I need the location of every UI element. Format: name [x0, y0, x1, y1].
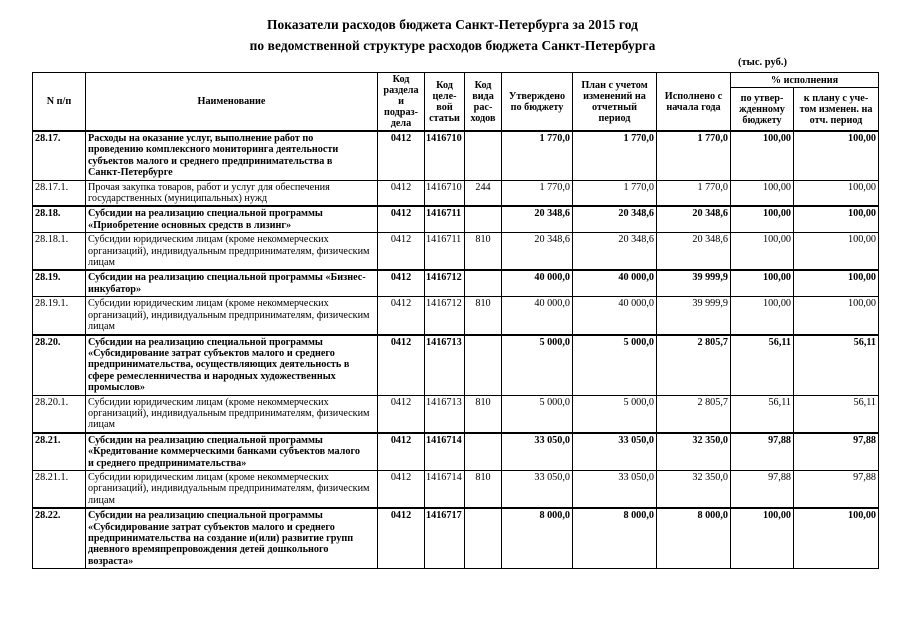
row-executed: 20 348,6: [657, 233, 731, 271]
row-pct-plan: 100,00: [794, 131, 879, 180]
row-exptype-code: [465, 131, 502, 180]
row-plan: 5 000,0: [573, 395, 657, 433]
col-header-section: Код раздела и подраз- дела: [378, 73, 425, 132]
row-num: 28.21.: [33, 433, 86, 471]
row-num: 28.19.1.: [33, 297, 86, 335]
row-pct-approved: 100,00: [731, 131, 794, 180]
row-article-code: 1416714: [425, 470, 465, 508]
row-exptype-code: 810: [465, 470, 502, 508]
row-name: Расходы на оказание услуг, выполнение работ по проведению комплексного мониторинга деятельности субъектов малого и среднего предпринимательства в Санкт-Петербурге: [86, 131, 378, 180]
row-num: 28.20.: [33, 335, 86, 396]
table-row: [33, 270, 879, 296]
row-section-code: 0412: [378, 508, 425, 569]
row-plan: 40 000,0: [573, 270, 657, 296]
row-pct-plan: 97,88: [794, 433, 879, 471]
row-exptype-code: 810: [465, 233, 502, 271]
row-approved: 33 050,0: [502, 433, 573, 471]
col-header-pct-group: % исполнения: [731, 73, 879, 88]
row-section-code: 0412: [378, 180, 425, 206]
row-approved: 40 000,0: [502, 297, 573, 335]
row-article-code: 1416714: [425, 433, 465, 471]
row-executed: 20 348,6: [657, 206, 731, 232]
row-num: 28.22.: [33, 508, 86, 569]
col-header-plan: План с учетом изменений на отчетный период: [573, 73, 657, 132]
row-pct-approved: 56,11: [731, 335, 794, 396]
row-executed: 8 000,0: [657, 508, 731, 569]
row-pct-plan: 100,00: [794, 180, 879, 206]
row-pct-plan: 56,11: [794, 335, 879, 396]
row-plan: 20 348,6: [573, 233, 657, 271]
col-header-exptype: Код вида рас- ходов: [465, 73, 502, 132]
table-row: [33, 470, 879, 508]
col-header-executed: Исполнено с начала года: [657, 73, 731, 132]
row-article-code: 1416710: [425, 131, 465, 180]
row-approved: 5 000,0: [502, 335, 573, 396]
col-header-article: Код целе- вой статьи: [425, 73, 465, 132]
row-pct-plan: 97,88: [794, 470, 879, 508]
table-row: [33, 395, 879, 433]
row-executed: 32 350,0: [657, 433, 731, 471]
row-num: 28.20.1.: [33, 395, 86, 433]
row-section-code: 0412: [378, 297, 425, 335]
row-executed: 39 999,9: [657, 270, 731, 296]
row-plan: 1 770,0: [573, 131, 657, 180]
row-executed: 32 350,0: [657, 470, 731, 508]
row-plan: 33 050,0: [573, 470, 657, 508]
row-article-code: 1416712: [425, 270, 465, 296]
row-pct-plan: 100,00: [794, 206, 879, 232]
row-pct-plan: 100,00: [794, 297, 879, 335]
row-plan: 33 050,0: [573, 433, 657, 471]
row-plan: 1 770,0: [573, 180, 657, 206]
row-pct-plan: 100,00: [794, 508, 879, 569]
row-executed: 2 805,7: [657, 335, 731, 396]
row-plan: 40 000,0: [573, 297, 657, 335]
row-name: Субсидии на реализацию специальной программы «Приобретение основных средств в лизинг»: [86, 206, 378, 232]
row-section-code: 0412: [378, 433, 425, 471]
col-header-pct-approved: по утвер- жденному бюджету: [731, 88, 794, 132]
row-plan: 8 000,0: [573, 508, 657, 569]
row-num: 28.18.1.: [33, 233, 86, 271]
row-pct-plan: 100,00: [794, 270, 879, 296]
row-executed: 1 770,0: [657, 180, 731, 206]
table-row: [33, 433, 879, 471]
row-num: 28.19.: [33, 270, 86, 296]
row-name: Субсидии на реализацию специальной программы «Субсидирование затрат субъектов малого и среднего предпринимательства, осуществляющих деятельность в сфере ремесленничества и народных художественных промыслов»: [86, 335, 378, 396]
row-pct-approved: 97,88: [731, 433, 794, 471]
row-num: 28.18.: [33, 206, 86, 232]
row-section-code: 0412: [378, 335, 425, 396]
units-label: (тыс. руб.): [738, 57, 787, 68]
row-section-code: 0412: [378, 395, 425, 433]
row-executed: 1 770,0: [657, 131, 731, 180]
row-plan: 5 000,0: [573, 335, 657, 396]
row-approved: 8 000,0: [502, 508, 573, 569]
row-approved: 1 770,0: [502, 131, 573, 180]
row-pct-plan: 100,00: [794, 233, 879, 271]
row-name: Субсидии юридическим лицам (кроме некоммерческих организаций), индивидуальным предпринимателям, физическим лицам: [86, 395, 378, 433]
table-row: [33, 180, 879, 206]
row-article-code: 1416717: [425, 508, 465, 569]
row-pct-approved: 100,00: [731, 206, 794, 232]
row-approved: 40 000,0: [502, 270, 573, 296]
row-pct-approved: 100,00: [731, 297, 794, 335]
budget-table: [32, 72, 879, 569]
row-name: Субсидии на реализацию специальной программы «Бизнес-инкубатор»: [86, 270, 378, 296]
row-exptype-code: [465, 335, 502, 396]
row-approved: 20 348,6: [502, 206, 573, 232]
row-name: Субсидии на реализацию специальной программы «Кредитование коммерческими банками субъектов малого и среднего предпринимательства»: [86, 433, 378, 471]
report-title-line-2: по ведомственной структуре расходов бюджета Санкт-Петербурга: [249, 38, 656, 53]
table-row: [33, 297, 879, 335]
row-article-code: 1416713: [425, 335, 465, 396]
row-exptype-code: 810: [465, 297, 502, 335]
row-executed: 39 999,9: [657, 297, 731, 335]
row-num: 28.17.: [33, 131, 86, 180]
row-section-code: 0412: [378, 470, 425, 508]
row-name: Прочая закупка товаров, работ и услуг для обеспечения государственных (муниципальных) нужд: [86, 180, 378, 206]
report-title-line-1: Показатели расходов бюджета Санкт-Петербурга за 2015 год: [266, 17, 639, 32]
row-article-code: 1416713: [425, 395, 465, 433]
row-exptype-code: [465, 206, 502, 232]
row-pct-approved: 97,88: [731, 470, 794, 508]
row-pct-approved: 100,00: [731, 180, 794, 206]
row-pct-approved: 100,00: [731, 270, 794, 296]
table-row: [33, 131, 879, 180]
table-row: [33, 233, 879, 271]
row-exptype-code: [465, 508, 502, 569]
table-row: [33, 508, 879, 569]
col-header-name: Наименование: [86, 73, 378, 132]
row-executed: 2 805,7: [657, 395, 731, 433]
row-num: 28.17.1.: [33, 180, 86, 206]
row-exptype-code: [465, 433, 502, 471]
table-row: [33, 206, 879, 232]
table-row: [33, 335, 879, 396]
row-approved: 1 770,0: [502, 180, 573, 206]
row-name: Субсидии юридическим лицам (кроме некоммерческих организаций), индивидуальным предпринимателям, физическим лицам: [86, 233, 378, 271]
row-plan: 20 348,6: [573, 206, 657, 232]
row-exptype-code: 244: [465, 180, 502, 206]
row-approved: 5 000,0: [502, 395, 573, 433]
row-section-code: 0412: [378, 206, 425, 232]
row-name: Субсидии на реализацию специальной программы «Субсидирование затрат субъектов малого и среднего предпринимательства на создание и(или) развитие групп дневного времяпрепровождения детей дошкольного возраста»: [86, 508, 378, 569]
row-pct-approved: 100,00: [731, 508, 794, 569]
row-name: Субсидии юридическим лицам (кроме некоммерческих организаций), индивидуальным предпринимателям, физическим лицам: [86, 470, 378, 508]
row-exptype-code: 810: [465, 395, 502, 433]
row-name: Субсидии юридическим лицам (кроме некоммерческих организаций), индивидуальным предпринимателям, физическим лицам: [86, 297, 378, 335]
row-section-code: 0412: [378, 270, 425, 296]
row-article-code: 1416711: [425, 206, 465, 232]
row-article-code: 1416710: [425, 180, 465, 206]
row-pct-approved: 56,11: [731, 395, 794, 433]
row-article-code: 1416712: [425, 297, 465, 335]
row-exptype-code: [465, 270, 502, 296]
row-article-code: 1416711: [425, 233, 465, 271]
row-pct-approved: 100,00: [731, 233, 794, 271]
col-header-approved: Утверждено по бюджету: [502, 73, 573, 132]
row-pct-plan: 56,11: [794, 395, 879, 433]
row-approved: 33 050,0: [502, 470, 573, 508]
col-header-pct-plan: к плану с уче- том изменен. на отч. период: [794, 88, 879, 132]
row-approved: 20 348,6: [502, 233, 573, 271]
row-num: 28.21.1.: [33, 470, 86, 508]
col-header-num: N п/п: [33, 73, 86, 132]
row-section-code: 0412: [378, 233, 425, 271]
row-section-code: 0412: [378, 131, 425, 180]
